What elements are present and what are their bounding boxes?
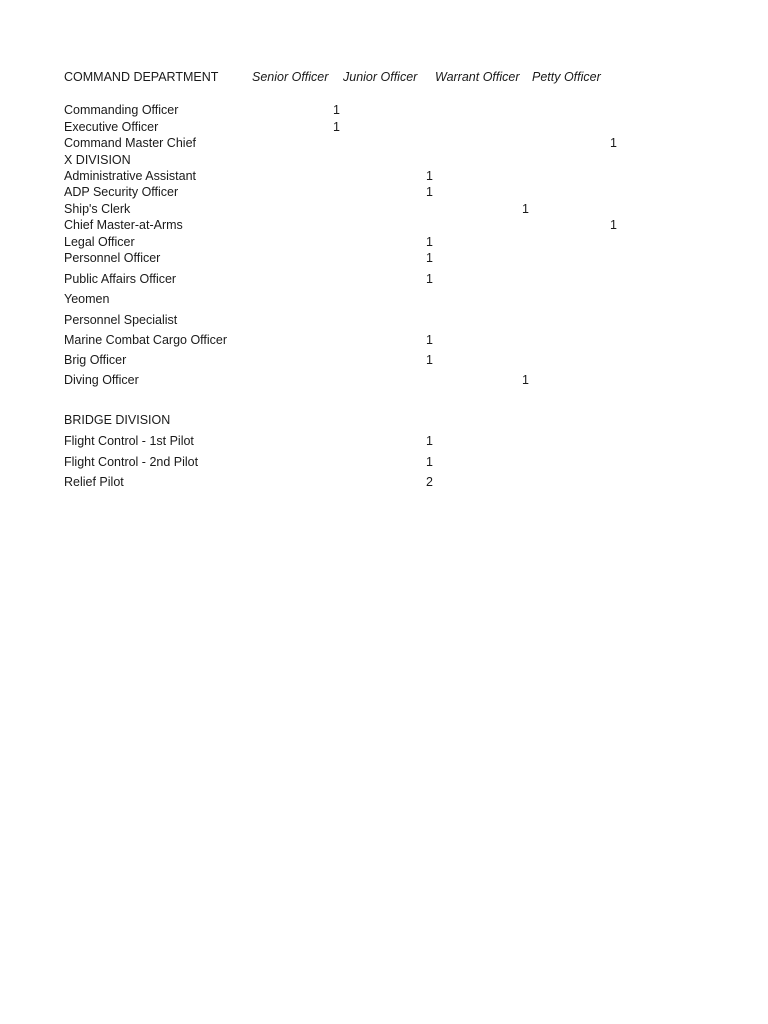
table-row [0, 234, 768, 250]
junior-officer-count: 1 [426, 185, 433, 199]
table-row [0, 332, 768, 348]
table-row [0, 201, 768, 217]
role-label: Public Affairs Officer [64, 272, 177, 286]
role-label: Ship's Clerk [64, 202, 131, 216]
table-row [0, 312, 768, 328]
role-label: Brig Officer [64, 353, 127, 367]
table-row [0, 454, 768, 470]
table-row [0, 184, 768, 200]
column-header-warrant-officer: Warrant Officer [435, 70, 520, 84]
senior-officer-count: 1 [333, 103, 340, 117]
table-row [0, 119, 768, 135]
warrant-officer-count: 1 [522, 202, 529, 216]
table-row [0, 433, 768, 449]
role-label: Yeomen [64, 292, 110, 306]
table-row [0, 271, 768, 287]
department-heading: COMMAND DEPARTMENT [64, 70, 219, 84]
junior-officer-count: 1 [426, 251, 433, 265]
column-header-senior-officer: Senior Officer [252, 70, 329, 84]
role-label: Diving Officer [64, 373, 139, 387]
table-row [0, 250, 768, 266]
role-label: Command Master Chief [64, 136, 196, 150]
role-label: Relief Pilot [64, 475, 124, 489]
table-row [0, 372, 768, 388]
table-row [0, 168, 768, 184]
role-label: Flight Control - 1st Pilot [64, 434, 194, 448]
role-label: Personnel Officer [64, 251, 161, 265]
junior-officer-count: 1 [426, 434, 433, 448]
role-label: Legal Officer [64, 235, 135, 249]
column-header-petty-officer: Petty Officer [532, 70, 601, 84]
role-label: Flight Control - 2nd Pilot [64, 455, 199, 469]
junior-officer-count: 1 [426, 272, 433, 286]
table-row [0, 291, 768, 307]
junior-officer-count: 2 [426, 475, 433, 489]
table-row [0, 217, 768, 233]
role-label: ADP Security Officer [64, 185, 179, 199]
table-row [0, 474, 768, 490]
senior-officer-count: 1 [333, 120, 340, 134]
column-header-junior-officer: Junior Officer [343, 70, 418, 84]
junior-officer-count: 1 [426, 333, 433, 347]
section-heading: BRIDGE DIVISION [64, 413, 171, 427]
petty-officer-count: 1 [610, 136, 617, 150]
role-label: Executive Officer [64, 120, 159, 134]
section-heading: X DIVISION [64, 153, 131, 167]
warrant-officer-count: 1 [522, 373, 529, 387]
junior-officer-count: 1 [426, 353, 433, 367]
section-heading-row [0, 412, 768, 428]
role-label: Commanding Officer [64, 103, 179, 117]
role-label: Personnel Specialist [64, 313, 178, 327]
role-label: Marine Combat Cargo Officer [64, 333, 228, 347]
junior-officer-count: 1 [426, 235, 433, 249]
role-label: Chief Master-at-Arms [64, 218, 183, 232]
role-label: Administrative Assistant [64, 169, 196, 183]
header-row [0, 69, 768, 85]
junior-officer-count: 1 [426, 455, 433, 469]
junior-officer-count: 1 [426, 169, 433, 183]
section-heading-row [0, 152, 768, 168]
table-row [0, 102, 768, 118]
petty-officer-count: 1 [610, 218, 617, 232]
table-row [0, 352, 768, 368]
table-row [0, 135, 768, 151]
